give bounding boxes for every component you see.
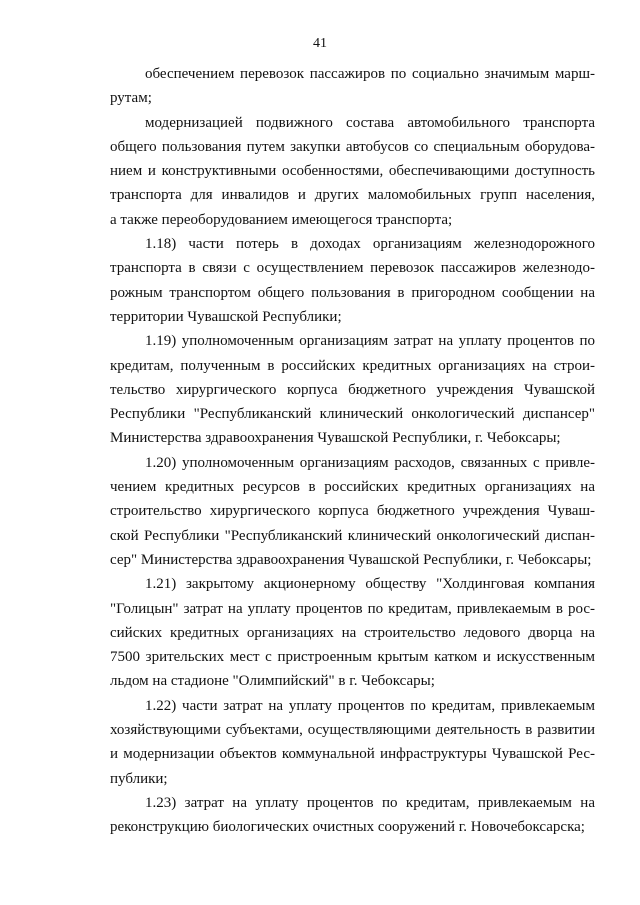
body-text — [110, 62, 595, 840]
text-line: обеспечением перевозок пассажиров по социально значимым марш- — [145, 66, 595, 82]
text-line: 1.22) части затрат на уплату процентов по кредитам, привлекаемым — [145, 697, 595, 714]
text-line: 1.20) уполномоченным организациям расходов, связанных с привле- — [145, 454, 595, 471]
page-number: 41 — [313, 36, 327, 51]
text-line: модернизацией подвижного состава автомобильного транспорта — [145, 114, 595, 131]
text-line: сер" Министерства здравоохранения Чувашской Республики, г. Чебоксары; — [110, 551, 592, 568]
text-line: нием и конструктивными особенностями, обеспечивающими доступность — [110, 163, 595, 180]
text-line: транспорта в связи с осуществлением перевозок пассажиров железнодо- — [110, 260, 595, 277]
text-line: а также переоборудованием имеющегося транспорта; — [110, 211, 453, 228]
text-line: Республики "Республиканский клинический онкологический диспансер" — [110, 406, 595, 423]
text-line: общего пользования путем закупки автобусов со специальным оборудова- — [110, 138, 595, 155]
text-line: реконструкцию биологических очистных сооружений г. Новочебоксарска; — [110, 819, 585, 836]
text-line: транспорта для инвалидов и других маломобильных групп населения, — [110, 187, 595, 204]
text-line: 1.18) части потерь в доходах организациям железнодорожного — [145, 236, 595, 253]
text-line: кредитам, полученным в российских кредитных организациях на строи- — [110, 357, 595, 374]
text-line: строительство хирургического корпуса бюджетного учреждения Чуваш- — [110, 503, 595, 520]
text-line: ской Республики "Республиканский клинический онкологический диспан- — [110, 527, 595, 544]
text-line: 1.23) затрат на уплату процентов по кредитам, привлекаемым на — [145, 794, 595, 811]
text-line: 7500 зрительских мест с пристроенным крытым катком и искусственным — [110, 649, 595, 666]
text-line: сийских кредитных организациях на строительство ледового дворца на — [110, 624, 595, 641]
text-line: льдом на стадионе "Олимпийский" в г. Чебоксары; — [110, 673, 435, 690]
text-line: Министерства здравоохранения Чувашской Республики, г. Чебоксары; — [110, 430, 561, 447]
text-line: территории Чувашской Республики; — [110, 308, 342, 325]
text-line: хозяйствующими субъектами, осуществляющими деятельность в развитии — [110, 722, 595, 739]
text-line: рожным транспортом общего пользования в пригородном сообщении на — [110, 284, 595, 301]
text-line: 1.19) уполномоченным организациям затрат на уплату процентов по — [145, 333, 595, 350]
text-line: чением кредитных ресурсов в российских кредитных организациях на — [110, 479, 595, 496]
text-line: 1.21) закрытому акционерному обществу "Холдинговая компания — [145, 576, 595, 593]
text-line: "Голицын" затрат на уплату процентов по кредитам, привлекаемым в рос- — [110, 600, 595, 617]
text-line: публики; — [110, 770, 168, 787]
text-line: и модернизации объектов коммунальной инфраструктуры Чувашской Рес- — [110, 746, 595, 763]
text-line: тельство хирургического корпуса бюджетного учреждения Чувашской — [110, 381, 595, 398]
text-line: рутам; — [110, 90, 152, 107]
